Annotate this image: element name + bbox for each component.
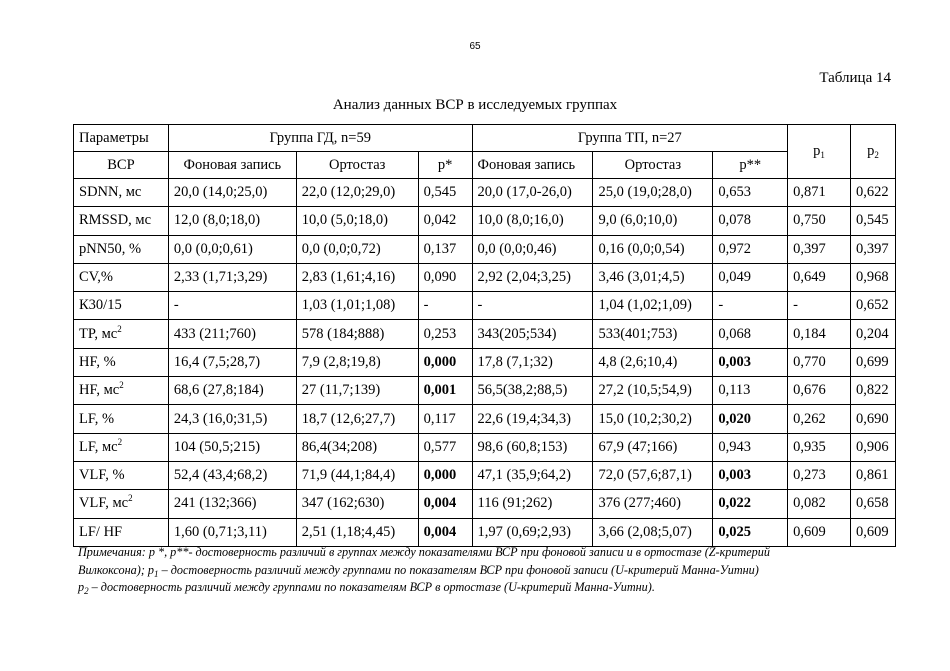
cell-gd-p: 0,137 bbox=[418, 235, 472, 263]
cell-tp-orthostasis: 1,04 (1,02;1,09) bbox=[593, 292, 713, 320]
cell-gd-orthostasis: 347 (162;630) bbox=[296, 490, 418, 518]
cell-gd-p: 0,004 bbox=[418, 518, 472, 546]
header-tp-p: p** bbox=[713, 152, 788, 179]
cell-gd-orthostasis: 86,4(34;208) bbox=[296, 433, 418, 461]
table-row bbox=[74, 405, 896, 433]
cell-p1: - bbox=[788, 292, 851, 320]
cell-gd-background: 12,0 (8,0;18,0) bbox=[168, 207, 296, 235]
header-row-2 bbox=[74, 152, 896, 179]
cell-tp-p: 0,049 bbox=[713, 263, 788, 291]
cell-param: VLF, % bbox=[74, 461, 169, 489]
cell-gd-orthostasis: 27 (11,7;139) bbox=[296, 377, 418, 405]
table-row bbox=[74, 490, 896, 518]
table-label: Таблица 14 bbox=[819, 70, 891, 86]
cell-tp-p: 0,025 bbox=[713, 518, 788, 546]
cell-p1: 0,609 bbox=[788, 518, 851, 546]
cell-p2: 0,545 bbox=[850, 207, 895, 235]
cell-p2: 0,658 bbox=[850, 490, 895, 518]
cell-gd-orthostasis: 0,0 (0,0;0,72) bbox=[296, 235, 418, 263]
cell-p2: 0,699 bbox=[850, 348, 895, 376]
cell-p1: 0,184 bbox=[788, 320, 851, 348]
cell-tp-p: 0,078 bbox=[713, 207, 788, 235]
notes-line-1: Примечания: р *, р**- достоверность различий в группах между показателями ВСР при фоновой записи и в ортостазе (Z-критерий bbox=[78, 545, 770, 559]
cell-tp-p: 0,003 bbox=[713, 461, 788, 489]
header-row-1 bbox=[74, 125, 896, 152]
header-params-hrv: ВСР bbox=[74, 152, 169, 179]
cell-gd-p: 0,001 bbox=[418, 377, 472, 405]
cell-tp-orthostasis: 67,9 (47;166) bbox=[593, 433, 713, 461]
cell-param: VLF, $мс^2$ bbox=[74, 490, 169, 518]
cell-gd-orthostasis: 2,51 (1,18;4,45) bbox=[296, 518, 418, 546]
header-tp-orthostasis: Ортостаз bbox=[593, 152, 713, 179]
cell-tp-orthostasis: 25,0 (19,0;28,0) bbox=[593, 179, 713, 207]
cell-tp-background: 0,0 (0,0;0,46) bbox=[472, 235, 593, 263]
cell-tp-background: 10,0 (8,0;16,0) bbox=[472, 207, 593, 235]
cell-p1: 0,397 bbox=[788, 235, 851, 263]
cell-tp-orthostasis: 3,46 (3,01;4,5) bbox=[593, 263, 713, 291]
cell-p2: 0,822 bbox=[850, 377, 895, 405]
cell-p2: 0,861 bbox=[850, 461, 895, 489]
header-p1: $p_1$ bbox=[788, 125, 851, 179]
header-group-gd: Группа ГД, n=59 bbox=[168, 125, 472, 152]
header-group-tp: Группа ТП, n=27 bbox=[472, 125, 788, 152]
hrv-table bbox=[73, 124, 896, 547]
cell-gd-orthostasis: 1,03 (1,01;1,08) bbox=[296, 292, 418, 320]
cell-gd-p: 0,000 bbox=[418, 348, 472, 376]
cell-param: pNN50, % bbox=[74, 235, 169, 263]
cell-param: HF, $мс^2$ bbox=[74, 377, 169, 405]
cell-gd-background: 68,6 (27,8;184) bbox=[168, 377, 296, 405]
table-row bbox=[74, 263, 896, 291]
cell-p2: 0,397 bbox=[850, 235, 895, 263]
cell-tp-p: 0,972 bbox=[713, 235, 788, 263]
table-row bbox=[74, 433, 896, 461]
cell-p1: 0,649 bbox=[788, 263, 851, 291]
cell-gd-orthostasis: 18,7 (12,6;27,7) bbox=[296, 405, 418, 433]
cell-p1: 0,750 bbox=[788, 207, 851, 235]
cell-tp-orthostasis: 3,66 (2,08;5,07) bbox=[593, 518, 713, 546]
cell-tp-orthostasis: 15,0 (10,2;30,2) bbox=[593, 405, 713, 433]
header-gd-p: p* bbox=[418, 152, 472, 179]
table-notes bbox=[78, 544, 923, 597]
cell-gd-p: - bbox=[418, 292, 472, 320]
cell-gd-background: 24,3 (16,0;31,5) bbox=[168, 405, 296, 433]
cell-tp-background: 22,6 (19,4;34,3) bbox=[472, 405, 593, 433]
cell-gd-p: 0,545 bbox=[418, 179, 472, 207]
cell-gd-background: 0,0 (0,0;0,61) bbox=[168, 235, 296, 263]
cell-gd-p: 0,042 bbox=[418, 207, 472, 235]
cell-tp-background: 17,8 (7,1;32) bbox=[472, 348, 593, 376]
cell-tp-p: 0,113 bbox=[713, 377, 788, 405]
cell-tp-orthostasis: 27,2 (10,5;54,9) bbox=[593, 377, 713, 405]
cell-p1: 0,676 bbox=[788, 377, 851, 405]
cell-tp-orthostasis: 533(401;753) bbox=[593, 320, 713, 348]
cell-gd-background: 16,4 (7,5;28,7) bbox=[168, 348, 296, 376]
cell-gd-background: - bbox=[168, 292, 296, 320]
cell-p2: 0,204 bbox=[850, 320, 895, 348]
cell-tp-background: 2,92 (2,04;3,25) bbox=[472, 263, 593, 291]
cell-tp-p: 0,943 bbox=[713, 433, 788, 461]
cell-p1: 0,871 bbox=[788, 179, 851, 207]
cell-tp-background: 20,0 (17,0-26,0) bbox=[472, 179, 593, 207]
cell-param: К30/15 bbox=[74, 292, 169, 320]
table-row bbox=[74, 348, 896, 376]
cell-p1: 0,273 bbox=[788, 461, 851, 489]
page-number: 65 bbox=[469, 41, 481, 52]
header-params: Параметры bbox=[74, 125, 169, 152]
table-row bbox=[74, 179, 896, 207]
header-p2: $p_2$ bbox=[850, 125, 895, 179]
cell-tp-orthostasis: 72,0 (57,6;87,1) bbox=[593, 461, 713, 489]
notes-line-3: $р_2$ – достоверность различий между группами по показателям ВСР в ортостазе (U-критерий Манна-Уитни). bbox=[78, 580, 655, 596]
cell-gd-background: 52,4 (43,4;68,2) bbox=[168, 461, 296, 489]
cell-p1: 0,082 bbox=[788, 490, 851, 518]
table-row bbox=[74, 292, 896, 320]
header-tp-background: Фоновая запись bbox=[472, 152, 593, 179]
cell-gd-p: 0,090 bbox=[418, 263, 472, 291]
cell-gd-p: 0,253 bbox=[418, 320, 472, 348]
cell-gd-background: 1,60 (0,71;3,11) bbox=[168, 518, 296, 546]
cell-param: LF, $мс^2$ bbox=[74, 433, 169, 461]
cell-tp-background: 116 (91;262) bbox=[472, 490, 593, 518]
cell-tp-orthostasis: 9,0 (6,0;10,0) bbox=[593, 207, 713, 235]
table-row bbox=[74, 518, 896, 546]
cell-tp-background: - bbox=[472, 292, 593, 320]
cell-gd-orthostasis: 7,9 (2,8;19,8) bbox=[296, 348, 418, 376]
cell-p1: 0,262 bbox=[788, 405, 851, 433]
cell-tp-background: 98,6 (60,8;153) bbox=[472, 433, 593, 461]
cell-gd-orthostasis: 578 (184;888) bbox=[296, 320, 418, 348]
cell-param: SDNN, мс bbox=[74, 179, 169, 207]
cell-p2: 0,622 bbox=[850, 179, 895, 207]
table-caption: Анализ данных ВСР в исследуемых группах bbox=[332, 97, 618, 113]
cell-gd-p: 0,000 bbox=[418, 461, 472, 489]
notes-line-2: Вилкоксона); $р_1$ – достоверность различий между группами по показателям ВСР при фоновой записи (U-критерий Манна-Уитни) bbox=[78, 562, 759, 579]
cell-gd-orthostasis: 22,0 (12,0;29,0) bbox=[296, 179, 418, 207]
cell-gd-orthostasis: 2,83 (1,61;4,16) bbox=[296, 263, 418, 291]
cell-tp-background: 1,97 (0,69;2,93) bbox=[472, 518, 593, 546]
cell-gd-background: 104 (50,5;215) bbox=[168, 433, 296, 461]
cell-tp-background: 56,5(38,2;88,5) bbox=[472, 377, 593, 405]
cell-param: LF, % bbox=[74, 405, 169, 433]
cell-gd-p: 0,577 bbox=[418, 433, 472, 461]
cell-tp-p: 0,068 bbox=[713, 320, 788, 348]
table-row bbox=[74, 235, 896, 263]
cell-p2: 0,652 bbox=[850, 292, 895, 320]
header-gd-orthostasis: Ортостаз bbox=[296, 152, 418, 179]
cell-param: RMSSD, мс bbox=[74, 207, 169, 235]
cell-p1: 0,770 bbox=[788, 348, 851, 376]
cell-gd-p: 0,117 bbox=[418, 405, 472, 433]
cell-tp-background: 47,1 (35,9;64,2) bbox=[472, 461, 593, 489]
cell-gd-p: 0,004 bbox=[418, 490, 472, 518]
cell-tp-orthostasis: 376 (277;460) bbox=[593, 490, 713, 518]
cell-tp-p: 0,022 bbox=[713, 490, 788, 518]
cell-param: HF, % bbox=[74, 348, 169, 376]
table-row bbox=[74, 207, 896, 235]
cell-gd-background: 433 (211;760) bbox=[168, 320, 296, 348]
cell-param: LF/ HF bbox=[74, 518, 169, 546]
cell-param: TP, $мс^2$ bbox=[74, 320, 169, 348]
table-row bbox=[74, 461, 896, 489]
cell-p2: 0,906 bbox=[850, 433, 895, 461]
cell-p2: 0,690 bbox=[850, 405, 895, 433]
table-row bbox=[74, 320, 896, 348]
cell-tp-p: 0,020 bbox=[713, 405, 788, 433]
cell-tp-orthostasis: 0,16 (0,0;0,54) bbox=[593, 235, 713, 263]
cell-gd-background: 2,33 (1,71;3,29) bbox=[168, 263, 296, 291]
cell-p2: 0,609 bbox=[850, 518, 895, 546]
cell-param: CV,% bbox=[74, 263, 169, 291]
table-row bbox=[74, 377, 896, 405]
cell-tp-background: 343(205;534) bbox=[472, 320, 593, 348]
cell-tp-p: - bbox=[713, 292, 788, 320]
cell-tp-p: 0,003 bbox=[713, 348, 788, 376]
cell-p2: 0,968 bbox=[850, 263, 895, 291]
cell-gd-orthostasis: 71,9 (44,1;84,4) bbox=[296, 461, 418, 489]
cell-p1: 0,935 bbox=[788, 433, 851, 461]
header-gd-background: Фоновая запись bbox=[168, 152, 296, 179]
cell-tp-orthostasis: 4,8 (2,6;10,4) bbox=[593, 348, 713, 376]
cell-gd-orthostasis: 10,0 (5,0;18,0) bbox=[296, 207, 418, 235]
cell-gd-background: 241 (132;366) bbox=[168, 490, 296, 518]
cell-gd-background: 20,0 (14,0;25,0) bbox=[168, 179, 296, 207]
cell-tp-p: 0,653 bbox=[713, 179, 788, 207]
